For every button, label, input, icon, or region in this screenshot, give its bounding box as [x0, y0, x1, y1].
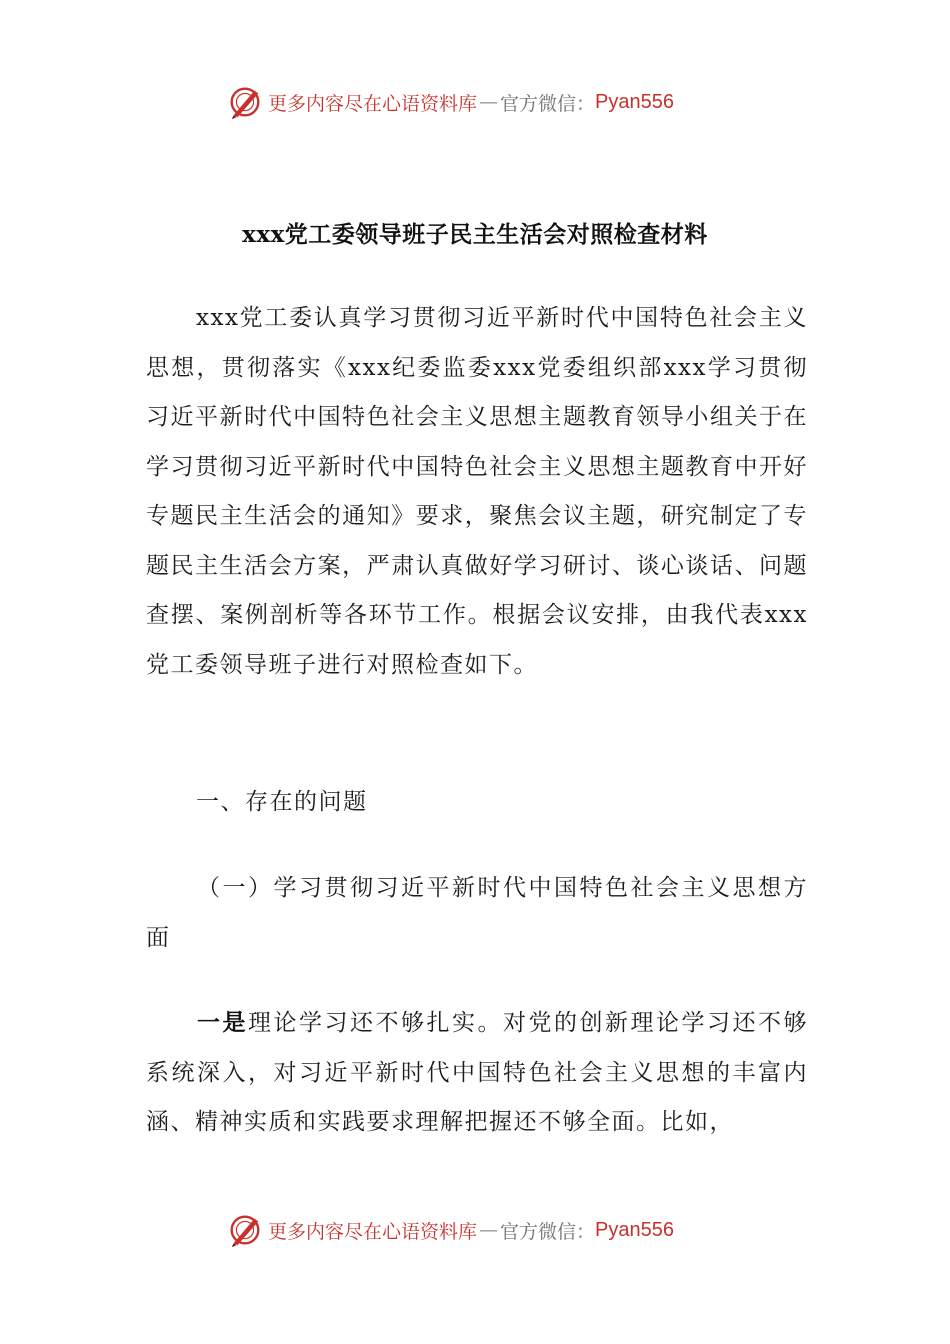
banner-main-text: 更多内容尽在心语资料库: [268, 92, 478, 115]
banner-wechat-label: 官方微信：: [500, 92, 596, 115]
banner-dash: —: [479, 1219, 499, 1241]
banner-wechat-id: Pyan556: [595, 90, 674, 113]
subsection-heading-text: （一）学习贯彻习近平新时代中国特色社会主义思想方面: [146, 875, 808, 951]
document-title: xxx党工委领导班子民主生活会对照检查材料: [242, 221, 708, 248]
pen-seal-logo-icon: [226, 1211, 264, 1249]
point-lead: 一是: [196, 1009, 248, 1036]
intro-text: xxx党工委认真学习贯彻习近平新时代中国特色社会主义思想，贯彻落实《xxx纪委监委xxx党委组织部xxx学习贯彻习近平新时代中国特色社会主义思想主题教育领导小组关于在学习贯彻习近平新时代中国特色社会主义思想主题教育中开好专题民主生活会的通知》要求，聚焦会议主题，研究制定了专题民主生活会方案，严肃认真做好学习研讨、谈心谈话、问题查摆、案例剖析等各环节工作。根据会议安排，由我代表xxx党工委领导班子进行对照检查如下。: [146, 305, 808, 678]
point-paragraph: [146, 998, 808, 1148]
banner-dash: —: [479, 91, 499, 113]
banner-wechat-label: 官方微信：: [500, 1220, 596, 1243]
footer-watermark-banner: [226, 1208, 674, 1252]
point-text: 理论学习还不够扎实。对党的创新理论学习还不够系统深入，对习近平新时代中国特色社会主义思想的丰富内涵、精神实质和实践要求理解把握还不够全面。比如，: [146, 1010, 808, 1135]
subsection-heading: [146, 864, 808, 963]
pen-seal-logo-icon: [226, 83, 264, 121]
intro-paragraph: [146, 294, 808, 690]
header-watermark-banner: [226, 80, 674, 124]
section-heading-text: 一、存在的问题: [196, 789, 368, 815]
section-heading: [146, 778, 808, 828]
banner-wechat-id: Pyan556: [595, 1218, 674, 1241]
banner-main-text: 更多内容尽在心语资料库: [268, 1220, 478, 1243]
